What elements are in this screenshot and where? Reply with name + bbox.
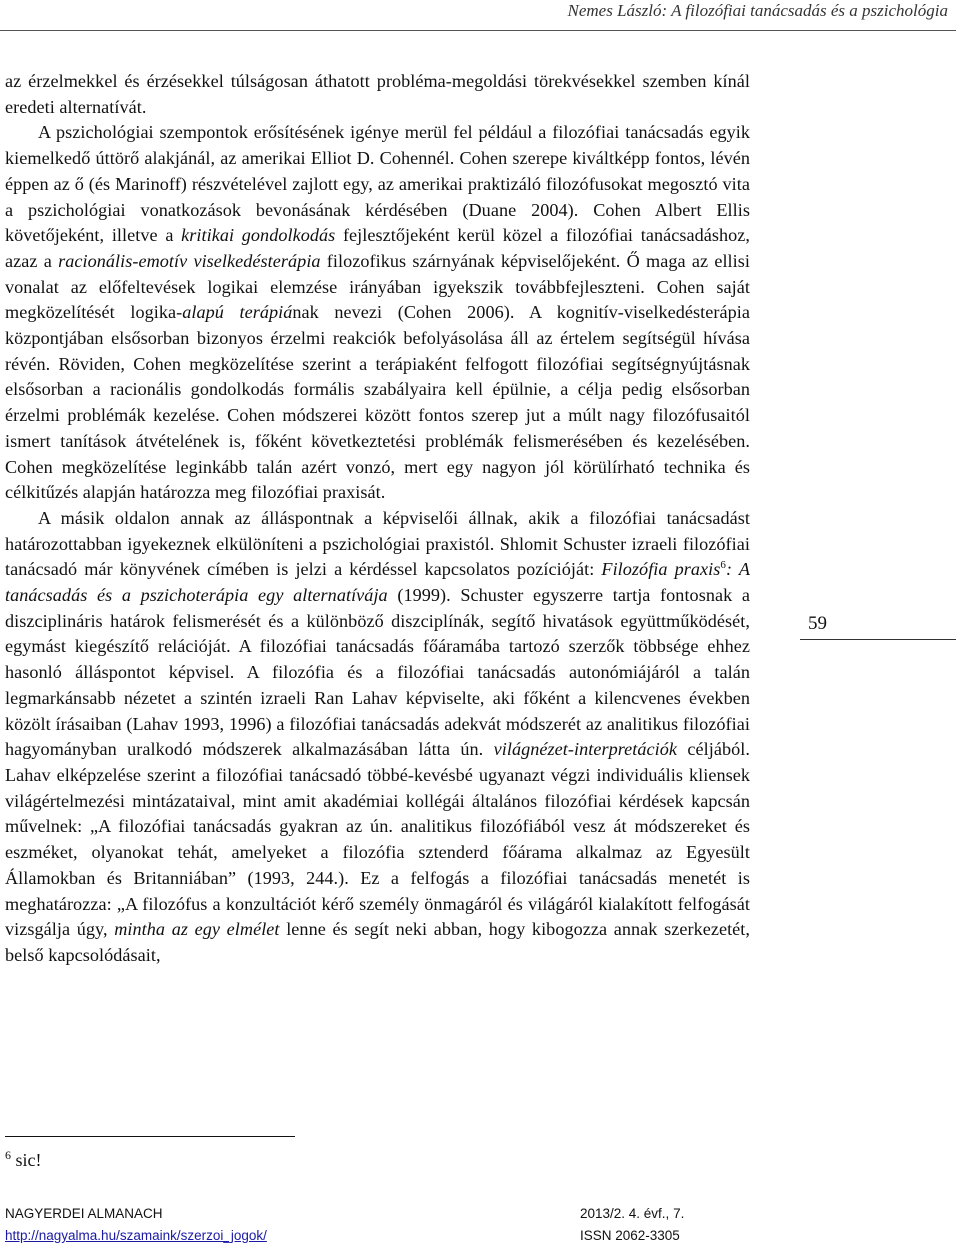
body-paragraph bbox=[5, 69, 750, 120]
running-header bbox=[0, 0, 956, 31]
body-paragraph bbox=[5, 120, 750, 506]
footer-issue: 2013/2. 4. évf., 7. bbox=[580, 1206, 685, 1221]
footnote-separator bbox=[5, 1136, 295, 1137]
page-number: 59 bbox=[800, 613, 956, 640]
paragraph-text: A másik oldalon annak az álláspontnak a képviselői állnak, akik a filozófiai tanácsadást határozottabban igyekeznek elkülöníteni a pszichológiai praxistól. Shlomit Schuster izraeli filozófiai tanácsadó már könyvének címében is jelzi a kérdéssel kapcsolatos pozícióját: bbox=[5, 507, 750, 580]
footnote bbox=[5, 1150, 42, 1171]
paragraph-text: A pszichológiai szempontok erősítésének igénye merül fel például a filozófiai tanácsadás egyik kiemelkedő úttörő alakjánál, az amerikai Elliot D. Cohennél. Cohen szerepe kiváltképp fontos, lévén éppen az ő (és Marinoff) részvételével zajlott egy, az amerikai praktizáló filozófusokat megosztó vita a pszichológiai vonatkozások bevonásának kérdésében (Duane 2004). Cohen Albert Ellis követőjeként, illetve a bbox=[5, 122, 750, 246]
paragraph-text: (1999). Schuster egyszerre tartja fontosnak a diszciplináris határok felismerését és a különböző diszciplínák, segítő hivatások együttműködését, egymást kiegészítő relációját. A filozófiai tanácsadás főáramába tartozó szerzők többsége ehhez hasonló álláspontot képvisel. A filozófia és a filozófiai tanácsadás autonómiájáról a talán legmarkánsabb nézetet a szintén izraeli Ran Lahav képviselte, aki főként a kilencvenes években közölt írásaiban (Lahav 1993, 1996) a filozófiai tanácsadás adekvát módszerét az analitikus filozófiai hagyományban uralkodó módszerek alkalmazásában látta ún. bbox=[5, 585, 750, 760]
paragraph-text: lenne és segít neki abban, hogy kibogozza annak szerkezetét, belső kapcsolódásait, bbox=[5, 919, 751, 965]
paragraph-text: filozofikus szárnyának képviselőjeként. Ő maga az ellisi vonalat az előfeltevések logikai elemzése irányában igyekszik továbbfejleszteni. Cohen saját megközelítését logika- bbox=[5, 250, 750, 323]
italic-text: alapú terápiá bbox=[182, 302, 293, 323]
footer-url-link[interactable]: http://nagyalma.hu/szamaink/szerzoi_jogok/ bbox=[5, 1228, 267, 1243]
paragraph-text: céljából. Lahav elképzelése szerint a filozófiai tanácsadó többé-kevésbé ugyanazt végzi individuális kliensek világértelmezési mintázataival, mint amit akadémiai kollégái általános filozófiai kérdések kapcsán művelnek: „A filozófiai tanácsadás gyakran az ún. analitikus filozófiából vesz át módszereket és eszméket, olyanokat tehát, amelyeket a filozófia sztenderd főárama alkalmaz az Egyesült Államokban és Britanniában” (1993, 244.). Ez a felfogás a filozófiai tanácsadás menetét is meghatározza: „A filozófus a konzultációt kérő személy önmagáról és világáról kialakított felfogását vizsgálja úgy, bbox=[5, 739, 750, 940]
footnote-marker: 6 bbox=[5, 1148, 11, 1162]
italic-text: : A tanácsadás és a pszichoterápia egy alternatívája bbox=[5, 559, 751, 606]
paragraph-text: nak nevezi (Cohen 2006). A kognitív-viselkedésterápia központjában elsősorban bizonyos érzelmi reakciók befolyásolása áll az értelem segítségül hívása révén. Röviden, Cohen megközelítése szerint a terápiaként felfogott filozófiai segítségnyújtásnak elsősorban a racionális gondolkodás formális szabályaira kell épülnie, a célja pedig elsősorban érzelmi problémák kezelése. Cohen módszerei között fontos szerep jut a múlt nagy filozófusaitól ismert tanítások átvételének is, főként következtetési problémák felismerésében és kezelésében. Cohen megközelítése leginkább talán azért vonzó, mert egy nagyon jól körülírható technika és célkitűzés alapján határozza meg filozófiai praxisát. bbox=[5, 302, 750, 503]
body-text bbox=[5, 69, 750, 969]
italic-text: racionális-emotív viselkedésterápia bbox=[58, 250, 321, 271]
footer-journal: NAGYERDEI ALMANACH bbox=[5, 1206, 163, 1221]
running-header-title: Nemes László: A filozófiai tanácsadás és a pszichológia bbox=[567, 1, 948, 20]
italic-text: kritikai gondolkodás bbox=[181, 225, 336, 246]
paragraph-text: fejlesztőjeként kerül közel a filozófiai tanácsadáshoz, azaz a bbox=[5, 225, 750, 271]
italic-text: mintha az egy elmélet bbox=[114, 919, 280, 940]
footer-issn: ISSN 2062-3305 bbox=[580, 1228, 680, 1243]
footnote-text: sic! bbox=[15, 1150, 42, 1170]
italic-text: világnézet-interpretációk bbox=[493, 739, 678, 760]
footnote-reference: 6 bbox=[720, 559, 726, 572]
italic-text: Filozófia praxis bbox=[601, 559, 721, 580]
paragraph-text: az érzelmekkel és érzésekkel túlságosan áthatott probléma-megoldási törekvésekkel szemben kínál eredeti alternatívát. bbox=[5, 71, 750, 117]
body-paragraph bbox=[5, 506, 750, 969]
